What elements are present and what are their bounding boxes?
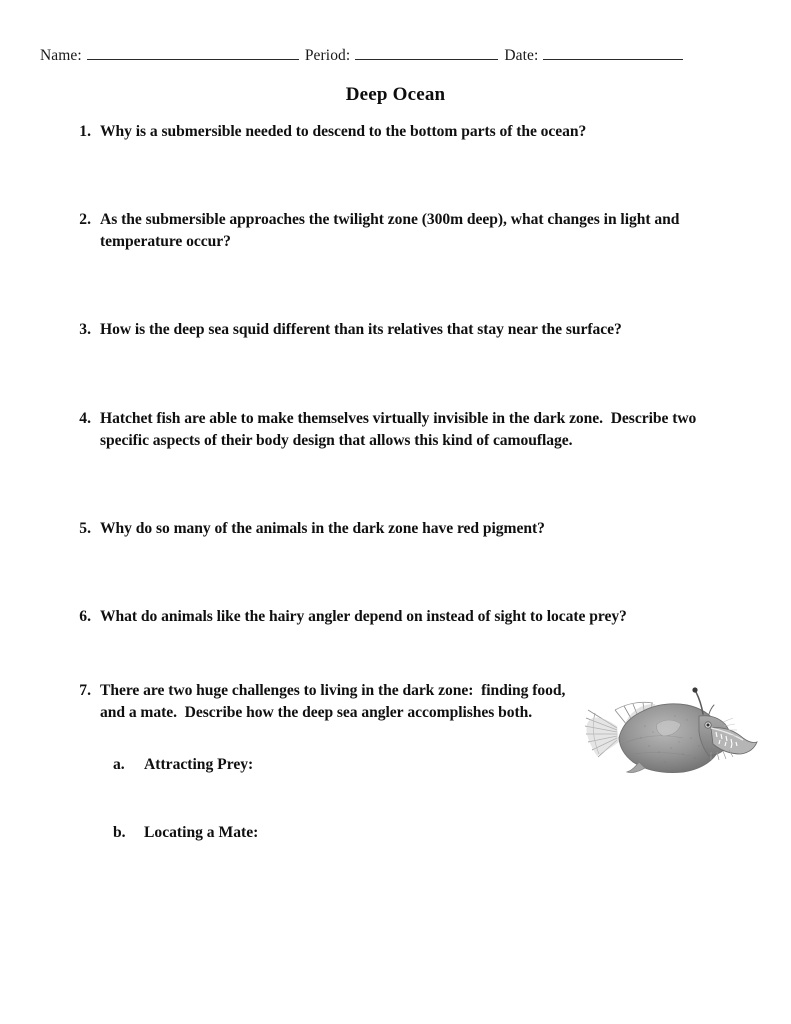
deep-sea-anglerfish-illustration: [583, 680, 769, 780]
question-text-6: What do animals like the hairy angler depend on instead of sight to locate prey?: [100, 607, 627, 625]
subitem-text-a: Attracting Prey:: [144, 756, 254, 774]
page-title: Deep Ocean: [345, 84, 446, 105]
subitem-text-b: Locating a Mate:: [144, 823, 259, 841]
answer-space-7a: [113, 777, 726, 822]
name-label: Name:: [40, 47, 82, 64]
answer-space-3: [66, 342, 726, 408]
question-text-3: How is the deep sea squid different than its relatives that stay near the surface?: [100, 321, 622, 339]
question-number-3: 3.: [79, 321, 91, 339]
question-number-4: 4.: [79, 409, 91, 427]
question-item-2: [66, 209, 726, 253]
question-number-1: 1.: [79, 123, 91, 140]
period-input-line[interactable]: [355, 46, 498, 60]
question-text-7: There are two huge challenges to living in the dark zone: finding food, and a mate. Describe how the deep sea angler accomplishes both.: [100, 682, 566, 722]
period-label: Period:: [304, 47, 351, 64]
question-item-4: [66, 408, 726, 452]
subitem-letter-a: a.: [113, 756, 125, 774]
date-input-line[interactable]: [543, 46, 683, 60]
answer-space-2: [66, 253, 726, 319]
student-info-header: [40, 46, 752, 65]
subitem-b: [113, 822, 726, 844]
subitem-letter-b: b.: [113, 823, 126, 841]
lure-bulb: [692, 687, 697, 692]
anglerfish-icon: [583, 680, 769, 780]
question-item-1: [66, 121, 726, 143]
question-number-7: 7.: [79, 682, 91, 700]
answer-space-6: [66, 628, 726, 680]
name-input-line[interactable]: [87, 46, 299, 60]
question-number-6: 6.: [79, 607, 91, 625]
question-number-5: 5.: [79, 519, 91, 537]
question-number-2: 2.: [79, 211, 91, 229]
answer-space-5: [66, 540, 726, 606]
question-text-1: Why is a submersible needed to descend to the bottom parts of the ocean?: [100, 123, 587, 140]
date-label: Date:: [504, 47, 539, 64]
second-spine: [709, 705, 714, 714]
question-text-2: As the submersible approaches the twilight zone (300m deep), what changes in light and temperature occur?: [100, 211, 680, 251]
question-text-5: Why do so many of the animals in the dark zone have red pigment?: [100, 519, 545, 537]
question-item-3: [66, 319, 726, 341]
question-text-4: Hatchet fish are able to make themselves virtually invisible in the dark zone. Describe two specific aspects of their body design that allows this kind of camouflage.: [100, 409, 697, 449]
answer-space-1: [66, 143, 726, 209]
question-item-6: [66, 606, 726, 628]
question-item-5: [66, 518, 726, 540]
answer-space-4: [66, 452, 726, 518]
